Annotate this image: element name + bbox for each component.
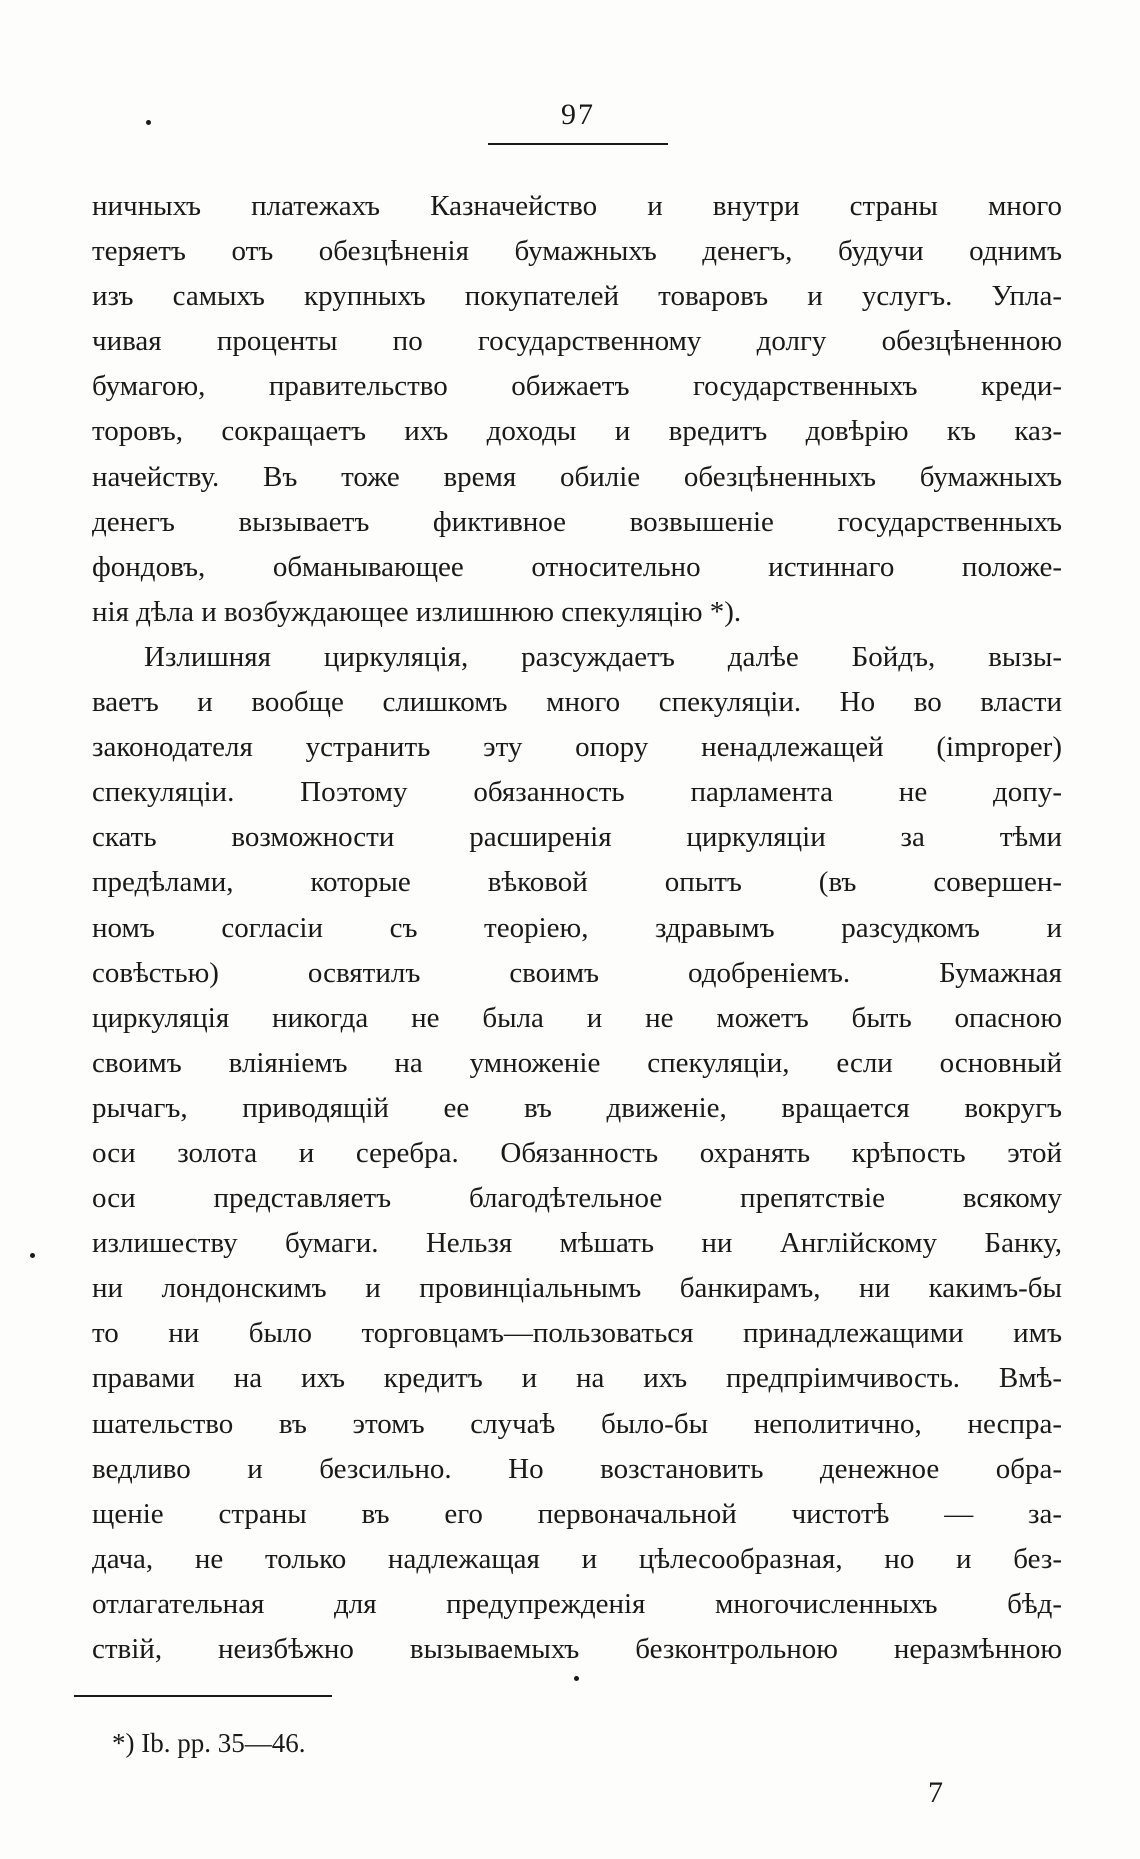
text-line: фондовъ, обманывающее относительно истиннаго положе- (92, 550, 1062, 583)
footnote: *) Ib. pp. 35—46. (112, 1728, 306, 1758)
body-text (92, 184, 1062, 1672)
print-speck (146, 120, 151, 125)
text-line: то ни было торговцамъ—пользоваться принадлежащими имъ (92, 1317, 1062, 1350)
text-line: торовъ, сокращаетъ ихъ доходы и вредитъ довѣрію къ каз- (92, 415, 1062, 448)
text-line: законодателя устранить эту опору ненадлежащей (improper) (92, 731, 1062, 764)
text-line: ни лондонскимъ и провинціальнымъ банкирамъ, ни какимъ-бы (92, 1272, 1062, 1305)
paragraph-start-line: Излишняя циркуляція, разсуждаетъ далѣе Бойдъ, вызы- (144, 640, 1062, 673)
text-line: излишеству бумаги. Нельзя мѣшать ни Англійскому Банку, (92, 1227, 1062, 1260)
text-line: дача, не только надлежащая и цѣлесообразная, но и без- (92, 1542, 1062, 1575)
text-line: ничныхъ платежахъ Казначейство и внутри страны много (92, 190, 1062, 222)
text-line: чивая проценты по государственному долгу обезцѣненною (92, 325, 1062, 358)
text-line: ведливо и безсильно. Но возстановить денежное обра- (92, 1452, 1062, 1485)
text-line: теряетъ отъ обезцѣненія бумажныхъ денегъ, будучи однимъ (92, 235, 1062, 268)
print-speck (30, 1253, 35, 1258)
text-line: совѣстью) освятилъ своимъ одобреніемъ. Бумажная (92, 956, 1062, 989)
text-line: денегъ вызываетъ фиктивное возвышеніе государственныхъ (92, 505, 1062, 538)
text-line: правами на ихъ кредитъ и на ихъ предпріимчивость. Вмѣ- (92, 1362, 1062, 1395)
page-number: 97 (561, 98, 595, 131)
text-line: ствій, неизбѣжно вызываемыхъ безконтрольною неразмѣнною (92, 1633, 1062, 1665)
text-line: оси золота и серебра. Обязанность охранять крѣпость этой (92, 1136, 1062, 1169)
text-line: шательство въ этомъ случаѣ было-бы неполитично, неспра- (92, 1407, 1062, 1440)
text-line: своимъ вліяніемъ на умноженіе спекуляціи, если основный (92, 1046, 1062, 1079)
text-line: скать возможности расширенія циркуляціи за тѣми (92, 821, 1062, 854)
footnote-rule (74, 1695, 332, 1697)
text-line: рычагъ, приводящій ее въ движеніе, вращается вокругъ (92, 1091, 1062, 1124)
page-number-rule (488, 143, 668, 145)
text-line: циркуляція никогда не была и не можетъ быть опасною (92, 1001, 1062, 1034)
text-line: ваетъ и вообще слишкомъ много спекуляціи. Но во власти (92, 686, 1062, 719)
text-line: начейству. Въ тоже время обиліе обезцѣненныхъ бумажныхъ (92, 460, 1062, 493)
text-line: отлагательная для предупрежденія многочисленныхъ бѣд- (92, 1587, 1062, 1620)
text-line: оси представляетъ благодѣтельное препятствіе всякому (92, 1182, 1062, 1215)
text-line: номъ согласіи съ теоріею, здравымъ разсудкомъ и (92, 911, 1062, 944)
text-line: бумагою, правительство обижаетъ государственныхъ креди- (92, 370, 1062, 403)
text-line: предѣлами, которые вѣковой опытъ (въ совершен- (92, 866, 1062, 899)
signature-mark: 7 (928, 1776, 943, 1809)
print-speck (574, 1676, 579, 1681)
text-line: спекуляціи. Поэтому обязанность парламента не допу- (92, 776, 1062, 809)
text-line: изъ самыхъ крупныхъ покупателей товаровъ и услугъ. Упла- (92, 280, 1062, 313)
text-line: нія дѣла и возбуждающее излишнюю спекуляцію *). (92, 595, 742, 628)
text-line: щеніе страны въ его первоначальной чистотѣ — за- (92, 1497, 1062, 1530)
